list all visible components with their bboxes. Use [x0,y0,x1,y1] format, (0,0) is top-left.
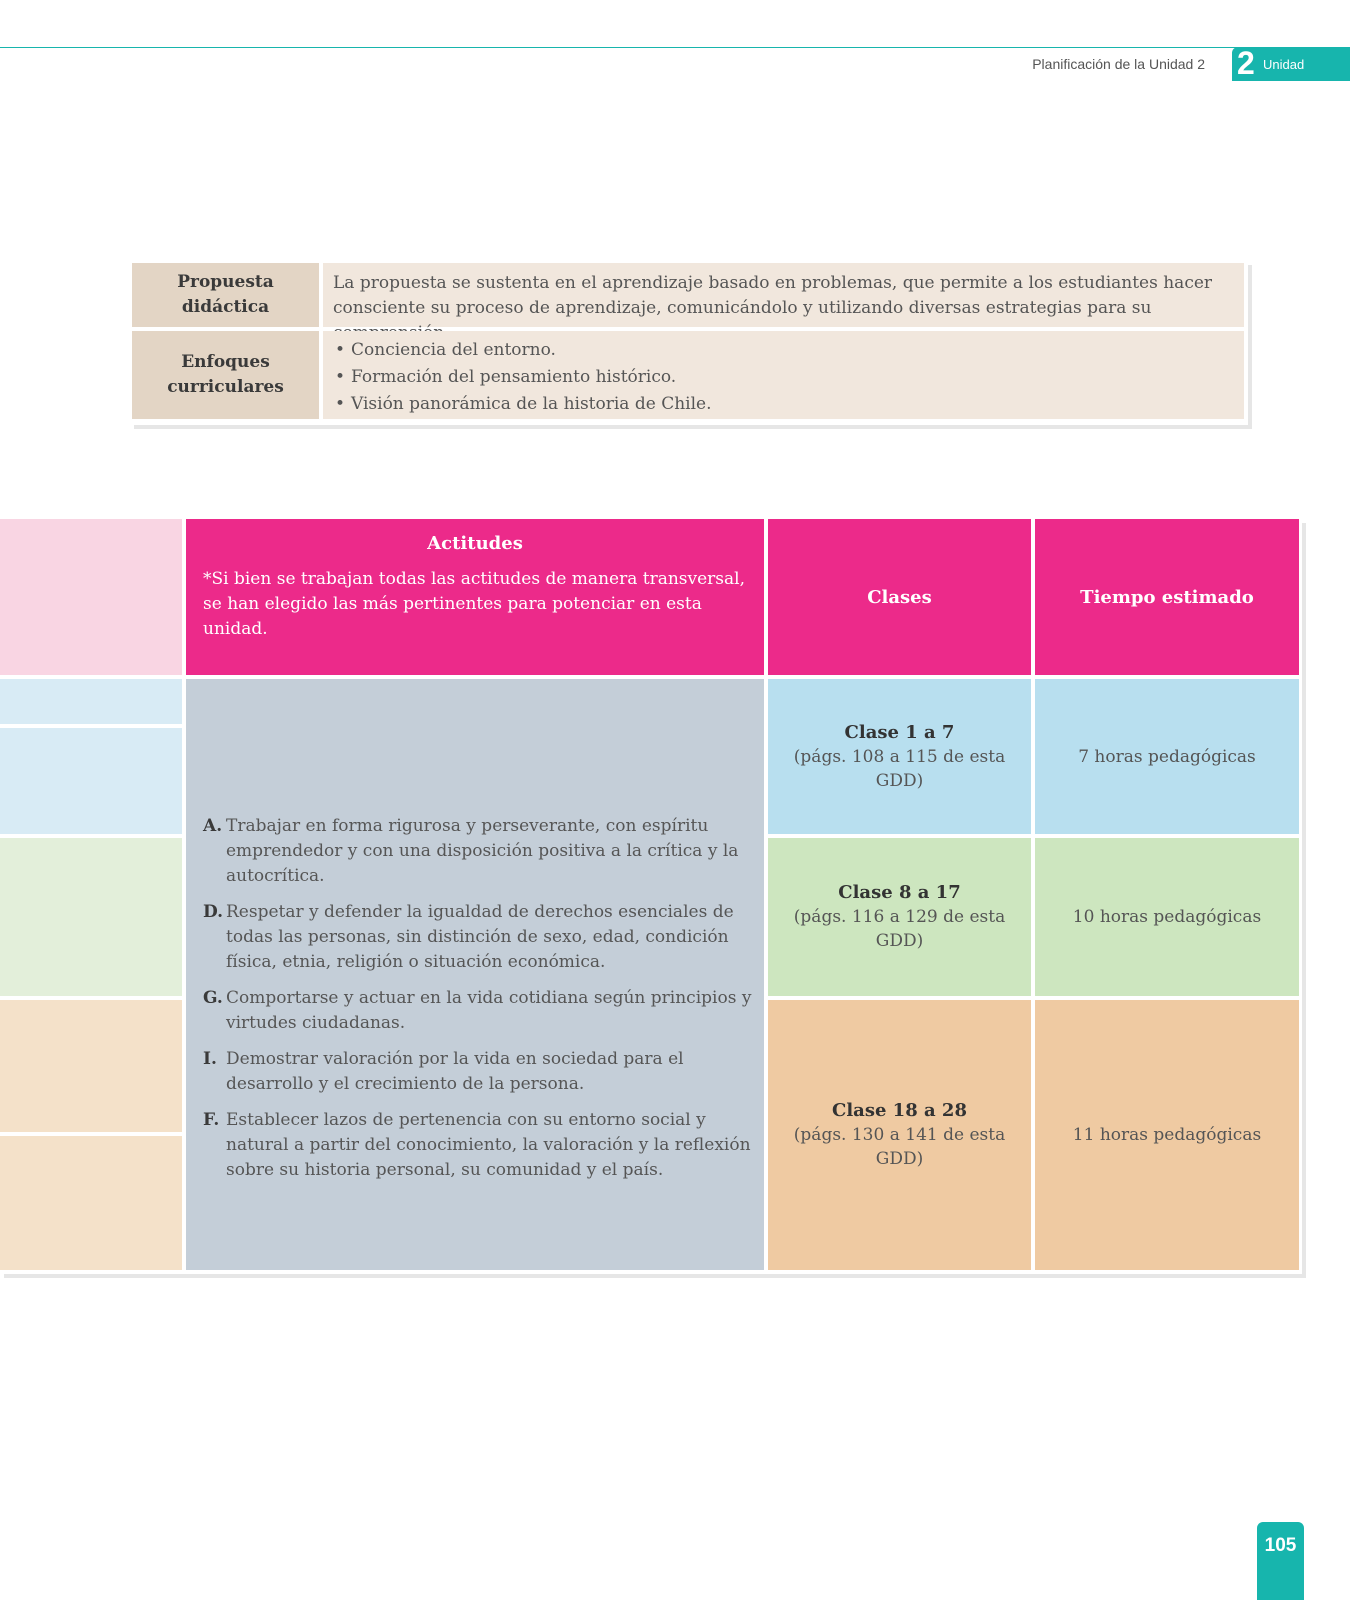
attitude-letter: F. [203,1110,220,1130]
tiempo-cell-1: 7 horas pedagógicas [1035,679,1299,834]
left-col-cell [0,679,182,724]
left-col-cell [0,1136,182,1270]
clase-pages: (págs. 130 a 141 de esta GDD) [793,1125,1006,1169]
actitudes-title: Actitudes [427,533,523,554]
attitude-item [203,900,763,975]
attitude-item [203,814,763,889]
attitude-item [203,1108,763,1183]
left-col-cell [0,1000,182,1132]
attitudes-cell [186,679,764,1270]
actitudes-header [186,519,764,675]
left-col-header [0,519,182,675]
enfoque-item: • Visión panorámica de la historia de Chile. [351,391,1234,418]
clase-title: Clase 8 a 17 [838,882,961,903]
clase-pages: (págs. 108 a 115 de esta GDD) [793,746,1006,791]
header-rule [0,47,1350,48]
attitude-letter: I. [203,1049,217,1069]
attitude-item [203,986,763,1036]
clase-title: Clase 1 a 7 [844,721,955,743]
top-table [130,261,1248,425]
unit-label: Unidad [1263,57,1305,72]
clase-pages: (págs. 116 a 129 de esta GDD) [793,907,1006,951]
clase-cell-3 [768,1000,1031,1270]
left-col-cell [0,728,182,834]
tiempo-cell-3: 11 horas pedagógicas [1035,1000,1299,1270]
enfoque-item: • Formación del pensamiento histórico. [351,364,1234,391]
running-title: Planificación de la Unidad 2 [1032,56,1205,72]
attitude-text: Demostrar valoración por la vida en sociedad para el desarrollo y el crecimiento de la persona. [226,1049,684,1094]
actitudes-note: *Si bien se trabajan todas las actitudes de manera transversal, se han elegido las más pertinentes para potenciar en esta unidad. [203,569,745,639]
attitude-text: Respetar y defender la igualdad de derechos esenciales de todas las personas, sin distinción de sexo, edad, condición física, etnia, religión o situación económica. [226,902,734,972]
attitude-letter: A. [203,816,223,836]
clase-title: Clase 18 a 28 [832,1100,967,1121]
main-table [0,519,1302,1274]
enfoques-list [323,331,1244,419]
page-number: 105 [1257,1522,1304,1600]
attitudes-list [203,814,763,1194]
tiempo-header: Tiempo estimado [1035,519,1299,675]
attitude-text: Trabajar en forma rigurosa y perseverante, con espíritu emprendedor y con una disposición positiva a la crítica y la autocrítica. [226,816,739,886]
tiempo-cell-2: 10 horas pedagógicas [1035,838,1299,996]
unit-number: 2 [1237,45,1255,81]
clase-cell-1 [768,679,1031,834]
clases-header: Clases [768,519,1031,675]
propuesta-text: La propuesta se sustenta en el aprendizaje basado en problemas, que permite a los estudiantes hacer consciente su proceso de aprendizaje, comunicándolo y utilizando diversas estrategias para su [323,263,1244,327]
propuesta-label: Propuesta didáctica [132,263,319,327]
attitude-letter: G. [203,988,223,1008]
attitude-item [203,1047,763,1097]
attitude-text: Establecer lazos de pertenencia con su entorno social y natural a partir del conocimiento, la valoración y la reflexión sobre su historia personal, su comunidad y el país. [226,1110,751,1180]
attitude-text: Comportarse y actuar en la vida cotidiana según principios y virtudes ciudadanas. [226,988,752,1033]
enfoque-item: • Conciencia del entorno. [351,337,1234,364]
attitude-letter: D. [203,902,224,922]
unit-tab [1232,47,1350,81]
clase-cell-2 [768,838,1031,996]
left-col-cell [0,838,182,996]
enfoques-label: Enfoques curriculares [132,331,319,419]
